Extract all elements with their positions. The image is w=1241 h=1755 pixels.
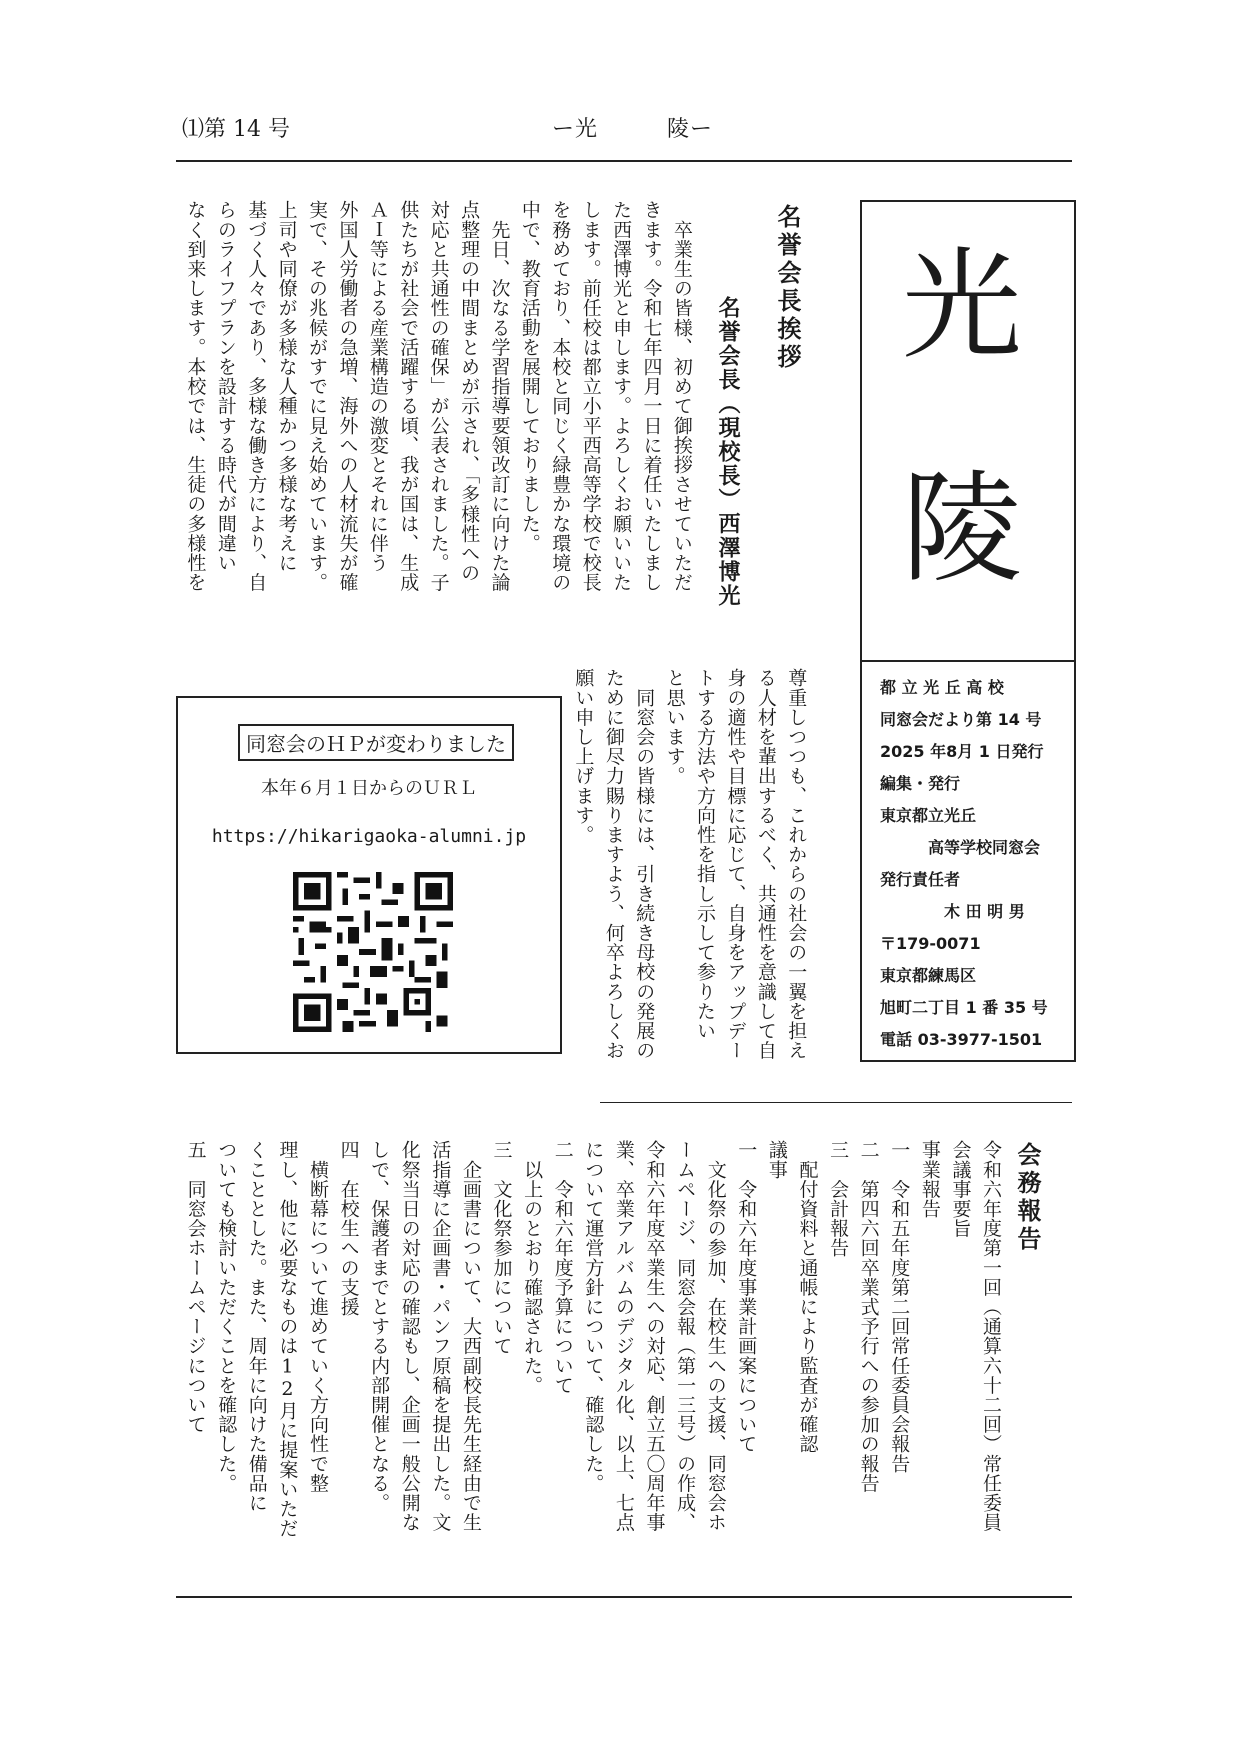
info-line: 編集・発行 <box>880 774 961 793</box>
info-line: 東京都練馬区 <box>880 966 977 985</box>
nameplate-title-char-2: 陵 <box>902 460 1022 599</box>
info-line: 旭町二丁目 1 番 35 号 <box>880 998 1048 1017</box>
qr-code-icon[interactable] <box>293 872 453 1032</box>
info-line: 発行責任者 <box>880 870 961 889</box>
header-rule <box>176 160 1072 162</box>
info-line: 同窓会だより第 14 号 <box>880 710 1042 729</box>
info-line: 高等学校同窓会 <box>880 838 1041 857</box>
info-line: 東京都立光丘 <box>880 806 977 825</box>
greeting-body-part-1: 卒業生の皆様、初めて御挨拶させていただ きます。令和七年四月一日に着任いたしまし た西澤博光と申します。よろしくお願いいた します。前任校は都立小平西高等学校で校長 を務めており、本校と同じく緑豊かな環境の 中で、教育活動を展開しておりました。 先日、次なる学習指導要領改訂に向けた論 点整理の中間まとめが示され、「多様性への 対応と共通性の確保」が公表されました。子 供たちが社会で活躍する頃、我が国は、生成 ＡＩ等による産業構造の激変とそれに伴う 外国人労働者の急増、海外への人材流失が確 実で、その兆候がすでに見え始めています。 上司や同僚が多様な人種かつ多様な考えに 基づく人々であり、多様な働き方により、自 らのライフプランを設計する時代が間違い なく到来します。本校では、生徒の多様性を <box>184 200 693 592</box>
section-divider <box>600 1102 1072 1103</box>
nameplate-title-char-1: 光 <box>902 237 1022 376</box>
greeting-byline: 名誉会長（現校長）西澤博光 <box>715 296 740 608</box>
report-title: 会務報告 <box>1013 1142 1041 1254</box>
info-line: 木 田 明 男 <box>880 902 1025 921</box>
footer-rule <box>176 1596 1072 1598</box>
info-line: 電話 03-3977-1501 <box>880 1030 1043 1049</box>
publication-info <box>880 672 1048 1056</box>
hp-notice-box <box>176 696 562 1054</box>
info-line: 2025 年8月 1 日発行 <box>880 742 1044 761</box>
hp-notice-subtitle: 本年６月１日からのＵＲＬ <box>261 778 477 799</box>
greeting-title: 名誉会長挨拶 <box>773 204 801 372</box>
nameplate-box <box>860 200 1076 1062</box>
info-line: 〒179-0071 <box>880 934 981 953</box>
issue-number: ⑴第 14 号 <box>182 117 290 142</box>
nameplate-title-panel <box>862 202 1074 662</box>
info-line: 都 立 光 丘 高 校 <box>880 678 1004 697</box>
hp-url-link[interactable]: https://hikarigaoka-alumni.jp <box>211 826 527 847</box>
report-body: 令和六年度第一回（通算六十二回）常任委員 会議事要旨 事業報告 一 令和五年度第二回常任委員会報告 二 第四六回卒業式予行への参加の報告 三 会計報告 配付資料と通帳により監査が確認 議事 一 令和六年度事業計画案について 文化祭の参加、在校生への支援、同窓会ホ ームページ、同窓会報（第一三号）の作成、 令和六年度卒業生への対応、創立五〇周年事 業、卒業アルバムのデジタル化、以上、七点 について運営方針について、確認した。 二 令和六年度予算について 以上のとおり確認された。 三 文化祭参加について 企画書について、大西副校長先生経由で生 活指導に企画書・パンフ原稿を提出した。文 化祭当日の対応の確認もし、企画一般公開な しで、保護者までとする内部開催となる。 四 在校生への支援 横断幕について進めていく方向性で整 理し、他に必要なものは12月に提案いただ くこととした。また、周年に向けた備品に ついても検討いただくことを確認した。 五 同窓会ホームページについて <box>184 1140 1003 1538</box>
greeting-body-part-2: 尊重しつつも、これからの社会の一翼を担え る人材を輩出するべく、共通性を意識して自 身の適性や目標に応じて、自身をアップデー トする方法や方向性を指し示して参りたい と思います。 同窓会の皆様には、引き続き母校の発展の ために御尽力賜りますよう、何卒よろしくお 願い申し上げます。 <box>572 668 808 1060</box>
hp-notice-title: 同窓会のＨＰが変わりました <box>238 724 514 761</box>
paper-name: ー光 陵ー <box>552 117 714 142</box>
